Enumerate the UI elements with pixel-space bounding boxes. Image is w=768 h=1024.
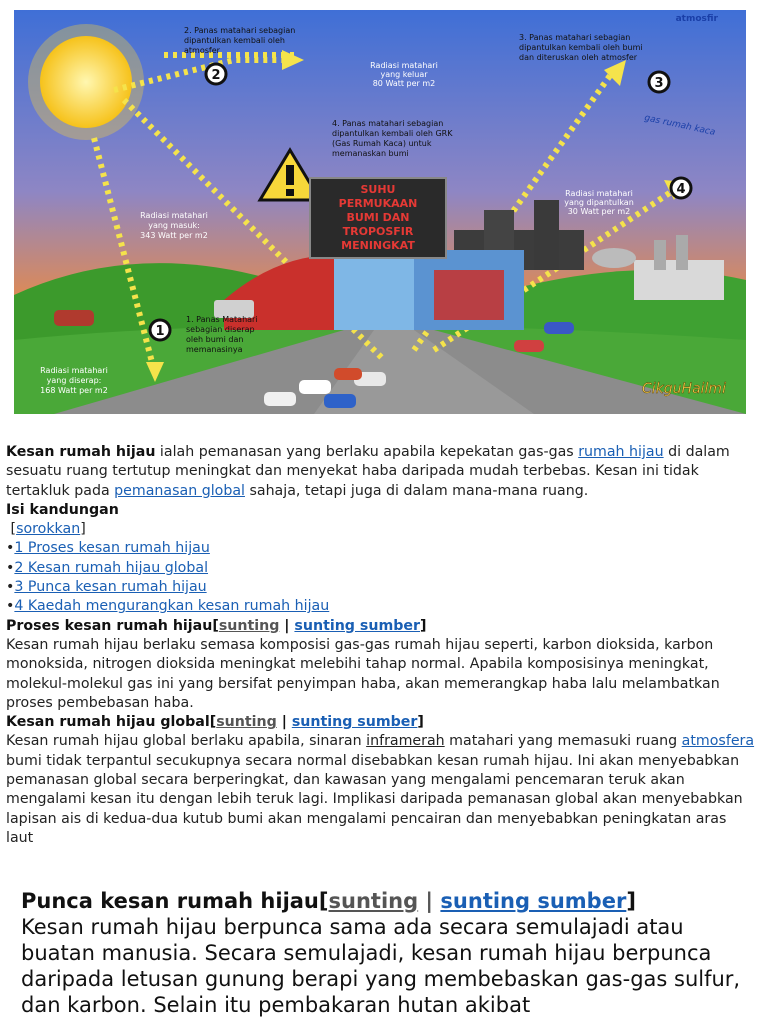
toc-item: •2 Kesan rumah hijau global: [6, 559, 209, 576]
toc-toggle-row: [sorokkan]: [10, 521, 86, 538]
section-heading-punca: Punca kesan rumah hijau[sunting | sunting sumber]: [21, 889, 636, 913]
toc-item: •3 Punca kesan rumah hijau: [6, 579, 207, 596]
step-number-3: [649, 72, 669, 92]
svg-text:sebagian diserap: sebagian diserap: [186, 325, 255, 334]
svg-text:3. Panas matahari sebagian: 3. Panas matahari sebagian: [519, 33, 631, 42]
svg-text:Radiasi matahari: Radiasi matahari: [565, 189, 633, 198]
svg-text:343 Watt per m2: 343 Watt per m2: [140, 231, 208, 240]
svg-text:168 Watt per m2: 168 Watt per m2: [40, 386, 108, 395]
svg-text:dipantulkan kembali oleh bumi: dipantulkan kembali oleh bumi: [519, 43, 643, 52]
edit-source-link[interactable]: sunting sumber: [294, 617, 421, 634]
svg-text:memanaskan bumi: memanaskan bumi: [332, 149, 409, 158]
svg-text:memanasinya: memanasinya: [186, 345, 243, 354]
section-heading-global: Kesan rumah hijau global[sunting | sunting sumber]: [6, 714, 424, 731]
svg-text:2: 2: [211, 68, 221, 83]
svg-text:30 Watt per m2: 30 Watt per m2: [567, 207, 631, 216]
toc-title: Isi kandungan: [6, 501, 119, 518]
atmosphere-label: atmosfir: [675, 14, 718, 24]
edit-link[interactable]: sunting: [218, 617, 280, 634]
svg-text:oleh bumi dan: oleh bumi dan: [186, 335, 244, 344]
svg-text:yang dipantulkan: yang dipantulkan: [564, 198, 634, 207]
svg-text:Radiasi matahari: Radiasi matahari: [140, 211, 208, 220]
sign-line-1: SUHU: [360, 183, 396, 196]
toc-item: •1 Proses kesan rumah hijau: [6, 540, 210, 557]
article-body: [6, 443, 758, 848]
toc-link-3[interactable]: 3 Punca kesan rumah hijau: [14, 579, 207, 596]
radiation-in-label: [140, 211, 208, 240]
radiation-reflected-label: [564, 189, 634, 216]
svg-text:2. Panas matahari sebagian: 2. Panas matahari sebagian: [184, 26, 296, 35]
edit-link[interactable]: sunting: [328, 889, 419, 913]
intro-term: Kesan rumah hijau: [6, 444, 156, 460]
step-number-4: [671, 178, 691, 198]
svg-text:yang keluar: yang keluar: [380, 70, 428, 79]
sign-line-5: MENINGKAT: [341, 239, 415, 252]
step-number-1: [150, 320, 170, 340]
toc-link-1[interactable]: 1 Proses kesan rumah hijau: [14, 540, 210, 557]
sign-line-2: PERMUKAAN: [338, 197, 418, 210]
section-heading-proses: Proses kesan rumah hijau[sunting | sunting sumber]: [6, 617, 427, 634]
intro-paragraph: Kesan rumah hijau ialah pemanasan yang berlaku apabila kepekatan gas-gas rumah hijau di dalam sesuatu ruang tertutup meningkat dan menyekat haba daripada mudah terbebas. Kesan ini tidak tertakluk pada pemanasan global sahaja, tetapi juga di dalam mana-mana ruang.: [6, 444, 730, 499]
svg-text:3: 3: [654, 76, 664, 91]
svg-text:yang diserap:: yang diserap:: [46, 376, 102, 385]
label-3: [519, 33, 643, 62]
svg-text:dipantulkan kembali oleh: dipantulkan kembali oleh: [184, 36, 285, 45]
section-body-proses: Kesan rumah hijau berlaku semasa komposisi gas-gas rumah hijau seperti, karbon dioksida, karbon monoksida, nitrogen dioksida meningkat melebihi tahap normal. Apabila komposisinya meningkat, molekul-molekul gas ini yang bersifat penyimpan haba, akan memerangkap haba lalu melambatkan proses pembebasan haba.: [6, 636, 720, 711]
edit-source-link[interactable]: sunting sumber: [291, 714, 418, 731]
toc-link-4[interactable]: 4 Kaedah mengurangkan kesan rumah hijau: [14, 598, 330, 615]
greenhouse-gas-label: gas rumah kaca: [643, 113, 717, 138]
greenhouse-effect-illustration: [14, 10, 746, 414]
toc-item: •4 Kaedah mengurangkan kesan rumah hijau: [6, 598, 330, 615]
svg-text:yang masuk:: yang masuk:: [148, 221, 200, 230]
toc-hide-link[interactable]: sorokkan: [16, 521, 81, 538]
svg-text:dipantulkan kembali oleh GRK: dipantulkan kembali oleh GRK: [332, 129, 453, 138]
sign-line-4: TROPOSFIR: [342, 225, 414, 238]
svg-text:dan diteruskan oleh atmosfer: dan diteruskan oleh atmosfer: [519, 53, 638, 62]
toc-link-2[interactable]: 2 Kesan rumah hijau global: [14, 559, 209, 576]
link-atmosfera[interactable]: atmosfera: [681, 733, 755, 750]
svg-text:Radiasi matahari: Radiasi matahari: [40, 366, 108, 375]
section-body-punca: Kesan rumah hijau berpunca sama ada secara semulajadi atau buatan manusia. Secara semulajadi, kesan rumah hijau berpunca daripada letusan gunung berapi yang membebaskan gas-gas sulfur, dan karbon. Selain itu pembakaran hutan akibat: [21, 915, 741, 1017]
svg-text:Radiasi matahari: Radiasi matahari: [370, 61, 438, 70]
radiation-absorbed-label: [40, 366, 108, 395]
link-rumah-hijau[interactable]: rumah hijau: [578, 444, 664, 460]
sun-icon: [28, 24, 144, 140]
sign-line-3: BUMI DAN: [346, 211, 410, 224]
section-punca: [21, 888, 751, 1018]
section-body-global: Kesan rumah hijau global berlaku apabila, sinaran inframerah matahari yang memasuki ruang atmosfera bumi tidak terpantul secukupnya secara normal disebabkan kesan rumah hijau. Ini akan menyebabkan pemanasan global secara berperingkat, dan kawasan yang mengalami pencemaran teruk akan mengalami kesan itu dengan lebih teruk lagi. Implikasi daripada pemanasan global akan menyebabkan lapisan ais di kedua-dua kutub bumi akan mengalami pencairan dan menyebabkan peningkatan aras laut: [6, 733, 755, 846]
svg-text:1. Panas Matahari: 1. Panas Matahari: [186, 315, 258, 324]
author-signature: CikguHailmi: [642, 381, 726, 397]
svg-text:80 Watt per m2: 80 Watt per m2: [372, 79, 436, 88]
svg-text:(Gas Rumah Kaca) untuk: (Gas Rumah Kaca) untuk: [332, 139, 432, 148]
temperature-billboard: [310, 178, 446, 258]
link-pemanasan-global[interactable]: pemanasan global: [114, 482, 245, 499]
edit-source-link[interactable]: sunting sumber: [440, 889, 627, 913]
svg-text:4. Panas matahari sebagian: 4. Panas matahari sebagian: [332, 119, 444, 128]
svg-text:4: 4: [676, 182, 686, 197]
step-number-2: [206, 64, 226, 84]
svg-text:1: 1: [155, 324, 165, 339]
link-inframerah[interactable]: inframerah: [366, 733, 445, 750]
edit-link[interactable]: sunting: [216, 714, 277, 731]
svg-text:atmosfer: atmosfer: [184, 46, 220, 55]
